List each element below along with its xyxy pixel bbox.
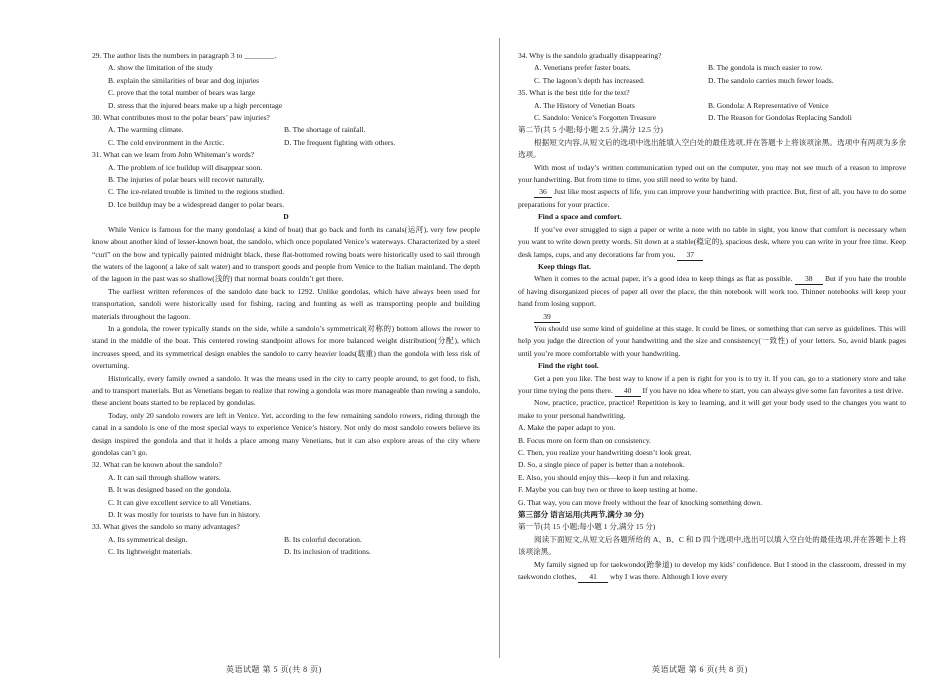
option-item: F. Maybe you can buy two or three to keep testing at home.: [518, 485, 698, 495]
option-c: C. It can give excellent service to all Venetians.: [108, 497, 252, 507]
passage-paragraph: [518, 373, 906, 398]
passage-paragraph: Now, practice, practice, practice! Repetition is key to learning, and it will get your body used to the changes you want to make to your personal handwriting.: [518, 398, 906, 420]
option-a: A. The warming climate.: [108, 125, 184, 135]
option-c: C. The lagoon’s depth has increased.: [534, 75, 645, 85]
passage-paragraph: In a gondola, the rower typically stands on the side, while a sandolo’s symmetrical(对称的) bottom allows the rower to stand in the middle of the boat. This centered rowing standpoint allows for more balanced weight distribution(分配), which increases speed, and its symmetrical design enables the sandolo to carry heavier loads(载重) than the gondola with less risk of overturning.: [92, 323, 480, 371]
question-stem: 32. What can be known about the sandolo?: [92, 460, 222, 470]
option-b: B. Its colorful decoration.: [284, 534, 362, 544]
paragraph-text: My family signed up for taekwondo(跆拳道) to develop my kids’ confidence. But I stood in the classroom, dressed in my taekwondo clothes,: [518, 559, 906, 582]
option-a: A. Its symmetrical design.: [108, 534, 188, 544]
option-b: B. Gondola: A Representative of Venice: [708, 100, 829, 110]
option-d: D. The frequent fighting with others.: [284, 137, 396, 147]
option-item: D. So, a single piece of paper is better than a notebook.: [518, 460, 685, 470]
blank-38[interactable]: 38: [795, 274, 823, 285]
paragraph-text: Just like most aspects of life, you can improve your handwriting with practice. But, first of all, you have to do some preparations for your practice.: [518, 187, 907, 209]
paragraph-text: If you have no idea where to start, you can always give some fan favorites a test drive.: [642, 385, 904, 395]
option-c: C. Sandolo: Venice’s Forgotten Treasure: [534, 113, 656, 123]
option-item: A. Make the paper adapt to you.: [518, 423, 616, 433]
section-header: 第二节(共 5 小题;每小题 2.5 分,满分 12.5 分): [518, 125, 663, 135]
subheading: Keep things flat.: [538, 261, 592, 271]
question-30: [92, 112, 480, 149]
option-a: A. The History of Venetian Boats: [534, 100, 635, 110]
paragraph-text: When it comes to the actual paper, it’s a good idea to keep things as flat as possible.: [534, 274, 793, 284]
blank-37[interactable]: 37: [677, 250, 703, 261]
question-stem: 31. What can we learn from John Whiteman’s words?: [92, 150, 255, 160]
option-b: B. explain the similarities of bear and dog injuries: [108, 75, 260, 85]
paragraph-text: But if you hate the trouble of having disorganized pieces of paper all over the place, the thin notebook will work too. Thinner notebooks will keep your hand from losing support.: [518, 274, 907, 309]
option-b: B. The injuries of polar bears will recover naturally.: [108, 175, 265, 185]
subheading: Find the right tool.: [538, 361, 599, 371]
passage-paragraph: Today, only 20 sandolo rowers are left in Venice. Yet, according to the few remaining sandolo rowers, riding through the canal in a sandolo is one of the most special ways to experience Venice’s history. Not only do most sandolo rowers believe its design inspired the gondola and that it holds a place among many Venetians, but it can also explore areas of the city where gondolas can’t go.: [92, 410, 480, 457]
paragraph-text: If you’ve ever struggled to sign a paper or write a note with no table in sight, you know that comfort is necessary when you want to write down pretty words. Sit down at a stable(稳定的), spacious desk, where you can write in your free time. Keep desk lamps, cups, and any decorations far from you.: [518, 224, 906, 259]
paragraph-text: Get a pen you like. The best way to know if a pen is right for you is to try it. If you can, go to a stationery store and take your time trying the pens there.: [518, 373, 906, 395]
section-instructions: 阅读下面短文,从短文后各题所给的 A、B、C 和 D 四个选项中,选出可以填入空白处的最佳选项,并在答题卡上将该项涂黑。: [518, 534, 906, 557]
part-header: 第三部分 语言运用(共两节,满分 30 分): [518, 510, 644, 520]
option-c: C. The ice-related trouble is limited to the regions studied.: [108, 187, 285, 197]
question-stem: 33. What gives the sandolo so many advantages?: [92, 522, 240, 532]
passage-paragraph: [518, 224, 906, 261]
blank-41[interactable]: 41: [578, 572, 608, 583]
passage-paragraph: The earliest written references of the sandolo date back to 1292. Unlike gondolas, which have always been used for transportation, sandoli were historically used for fishing, racing and hunting as well as transporting people and building materials throughout the lagoon.: [92, 286, 480, 321]
option-a: A. It can sail through shallow waters.: [108, 472, 221, 482]
blank-36[interactable]: 36: [534, 187, 552, 198]
option-item: B. Focus more on form than on consistency.: [518, 435, 652, 445]
question-stem: 34. Why is the sandolo gradually disappearing?: [518, 51, 662, 60]
paragraph-text: why I was there. Although I love every: [610, 572, 728, 582]
passage-paragraph: [518, 311, 906, 323]
blank-39[interactable]: 39: [534, 312, 560, 323]
passage-d: [92, 224, 480, 460]
page-footer-left: 英语试题 第 5 页(共 8 页): [226, 665, 322, 674]
section-header: 第一节(共 15 小题;每小题 1 分,满分 15 分): [518, 522, 656, 532]
option-d: D. Ice buildup may be a widespread danger to polar bears.: [108, 199, 285, 209]
option-b: B. The shortage of rainfall.: [284, 125, 366, 135]
question-stem: 35. What is the best title for the text?: [518, 88, 630, 98]
section-label: D: [283, 212, 289, 222]
option-item: E. Also, you should enjoy this—keep it fun and relaxing.: [518, 472, 690, 482]
option-a: A. Venetians prefer faster boats.: [534, 63, 631, 73]
question-34: [518, 50, 906, 87]
option-b: B. The gondola is much easier to row.: [708, 63, 823, 73]
page-footer-right: 英语试题 第 6 页(共 8 页): [652, 665, 748, 674]
right-column: [518, 50, 906, 583]
option-c: C. Its lightweight materials.: [108, 547, 193, 557]
passage-paragraph: While Venice is famous for the many gondolas( a kind of boat) that go back and forth its canals(运河), very few people know about another kind of lesser-known boat, the sandolo, which once populated Venice’s waterways. Characterized by a steel “curl” on the bow and typically painted midnight black, these flat-bottomed rowing boats were historically used to sail through the waters of the lagoon( a lake of salt water) and to transport goods and people from Venice to the Italian mainland. The depth of the lagoon in the past was so shallow(浅的) that normal boats couldn’t get there.: [92, 224, 480, 284]
option-a: A. show the limitation of the study: [108, 63, 214, 73]
option-b: B. It was designed based on the gondola.: [108, 485, 232, 495]
option-d: D. stress that the injured bears make up a high percentage: [108, 100, 283, 110]
blank-40[interactable]: 40: [615, 386, 641, 397]
question-35: [518, 87, 906, 124]
passage-paragraph: [518, 273, 906, 310]
question-stem: 30. What contributes most to the polar bears’ paw injuries?: [92, 113, 270, 123]
left-column: [92, 50, 480, 559]
passage-paragraph: Historically, every family owned a sandolo. It was the means used in the city to carry people around, to get food, to fish, and to transport materials. But as Venetians began to realize that rowing a gondola was more manageable than rowing a sandolo, these ancient boats started to be replaced by gondolas.: [92, 373, 480, 408]
option-d: D. The sandolo carries much fewer loads.: [708, 75, 834, 85]
section-instructions: 根据短文内容,从短文后的选项中选出能填入空白处的最佳选项,并在答题卡上将该项涂黑。选项中有两项为多余选项。: [518, 137, 906, 160]
option-list: [518, 422, 906, 509]
option-d: D. Its inclusion of traditions.: [284, 547, 371, 557]
option-d: D. The Reason for Gondolas Replacing Sandoli: [708, 113, 852, 123]
question-31: [92, 149, 480, 211]
passage-paragraph: You should use some kind of guideline at this stage. It could be lines, or something that can serve as guidelines. This will help you judge the direction of your handwriting and the size and consistency(一致性) of your letters. So, avoid blank pages until you’re more comfortable with your handwriting.: [518, 323, 906, 358]
question-33: [92, 521, 480, 558]
option-d: D. It was mostly for tourists to have fun in history.: [108, 510, 261, 520]
passage-paragraph: [518, 186, 906, 211]
option-item: G. That way, you can move freely without the fear of knocking something down.: [518, 497, 763, 507]
passage-paragraph: With most of today’s written communication typed out on the computer, you may not see much of a reason to improve your handwriting. But from time to time, you still need to write by hand.: [518, 162, 906, 185]
question-stem: 29. The author lists the numbers in paragraph 3 to ________.: [92, 51, 277, 60]
question-32: [92, 459, 480, 521]
subheading: Find a space and comfort.: [538, 212, 622, 222]
column-divider: [499, 38, 500, 658]
option-item: C. Then, you realize your handwriting doesn’t look great.: [518, 448, 692, 457]
question-29: [92, 50, 480, 112]
option-a: A. The problem of ice buildup will disappear soon.: [108, 162, 263, 172]
option-c: C. The cold environment in the Arctic.: [108, 137, 225, 147]
option-c: C. prove that the total number of bears was large: [108, 88, 255, 98]
passage-paragraph: [518, 559, 906, 584]
